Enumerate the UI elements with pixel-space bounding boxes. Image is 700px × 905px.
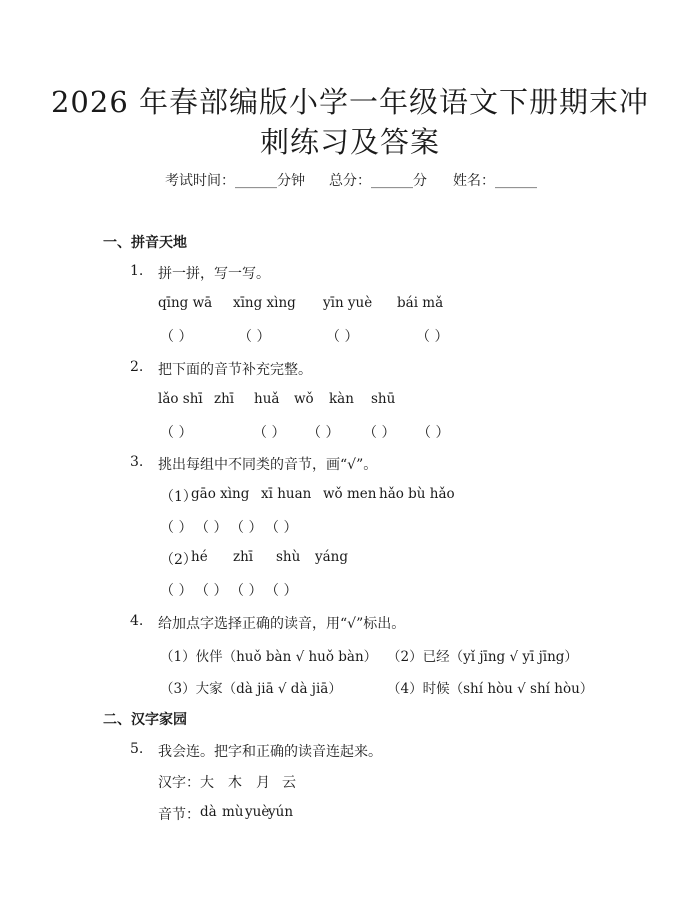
answer-blank[interactable]: （ ）: [326, 329, 359, 345]
answer-blank[interactable]: （ ）: [195, 520, 228, 536]
page-title-line2: 刺练习及答案: [259, 125, 440, 159]
syllable-label: 音节：: [158, 807, 200, 823]
pinyin-item: wǒ men: [323, 486, 377, 502]
answer-blank[interactable]: （ ）: [253, 425, 286, 441]
exam-time-field: 考试时间：______分钟: [165, 173, 305, 189]
group-label: （1）: [160, 489, 197, 505]
page-title-line1: 2026 年春部编版小学一年级语文下册期末冲: [50, 85, 650, 119]
hanzi-item: 木: [228, 775, 242, 791]
pinyin-item: xīng xìng: [233, 295, 296, 311]
pinyin-item: gāo xìng: [191, 486, 250, 502]
question-prompt: 把下面的音节补充完整。: [158, 362, 312, 378]
answer-blank[interactable]: （ ）: [230, 520, 263, 536]
answer-blank[interactable]: （ ）: [417, 425, 450, 441]
pinyin-item: yīn yuè: [323, 295, 373, 311]
answer-blank[interactable]: （ ）: [160, 329, 193, 345]
hanzi-item: 云: [282, 775, 296, 791]
pinyin-item: zhī: [233, 549, 254, 565]
reading-choice-item: （2）已经（yǐ jīng √ yī jīng）: [387, 649, 578, 665]
pinyin-item: zhī: [214, 391, 235, 407]
answer-blank[interactable]: （ ）: [416, 329, 449, 345]
question-number: 4.: [130, 613, 144, 629]
question-number: 2.: [130, 359, 144, 375]
question-prompt: 我会连。把字和正确的读音连起来。: [158, 744, 382, 760]
pinyin-item: wǒ: [294, 391, 314, 407]
answer-blank[interactable]: （ ）: [160, 520, 193, 536]
pinyin-item: yáng: [315, 549, 349, 565]
reading-choice-item: （1）伙伴（huǒ bàn √ huǒ bàn）: [160, 649, 378, 665]
question-number: 1.: [130, 263, 144, 279]
hanzi-label: 汉字：: [158, 775, 200, 791]
group-label: （2）: [160, 552, 197, 568]
hanzi-item: 月: [256, 775, 270, 791]
pinyin-item: huǎ: [254, 391, 280, 407]
question-prompt: 给加点字选择正确的读音，用“√”标出。: [158, 616, 406, 632]
answer-blank[interactable]: （ ）: [307, 425, 340, 441]
pinyin-item: shū: [371, 391, 396, 407]
answer-blank[interactable]: （ ）: [363, 425, 396, 441]
section-heading-pinyin: 一、拼音天地: [103, 235, 187, 251]
reading-choice-item: （4）时候（shí hòu √ shí hòu）: [387, 681, 594, 697]
section-heading-hanzi: 二、汉字家园: [103, 712, 187, 728]
pinyin-item: qīng wā: [158, 295, 213, 311]
answer-blank[interactable]: （ ）: [160, 425, 193, 441]
pinyin-item: xī huan: [261, 486, 312, 502]
hanzi-item: 大: [200, 775, 214, 791]
total-score-field: 总分：______分: [329, 173, 427, 189]
student-name-field: 姓名：______: [453, 173, 537, 189]
reading-choice-item: （3）大家（dà jiā √ dà jiā）: [160, 681, 342, 697]
syllable-item: mù: [222, 804, 244, 820]
answer-blank[interactable]: （ ）: [160, 583, 193, 599]
answer-blank[interactable]: （ ）: [265, 520, 298, 536]
question-prompt: 挑出每组中不同类的音节，画“√”。: [158, 457, 378, 473]
answer-blank[interactable]: （ ）: [265, 583, 298, 599]
answer-blank[interactable]: （ ）: [230, 583, 263, 599]
pinyin-item: hǎo bù hǎo: [379, 486, 455, 502]
pinyin-item: kàn: [329, 391, 354, 407]
question-number: 5.: [130, 741, 144, 757]
question-prompt: 拼一拼，写一写。: [158, 266, 270, 282]
syllable-item: yuè: [245, 804, 270, 820]
syllable-item: dà: [200, 804, 217, 820]
pinyin-item: bái mǎ: [397, 295, 444, 311]
question-number: 3.: [130, 454, 144, 470]
pinyin-item: lǎo shī: [158, 391, 203, 407]
pinyin-item: shù: [276, 549, 301, 565]
syllable-item: yún: [268, 804, 294, 820]
answer-blank[interactable]: （ ）: [195, 583, 228, 599]
answer-blank[interactable]: （ ）: [238, 329, 271, 345]
pinyin-item: hé: [191, 549, 208, 565]
